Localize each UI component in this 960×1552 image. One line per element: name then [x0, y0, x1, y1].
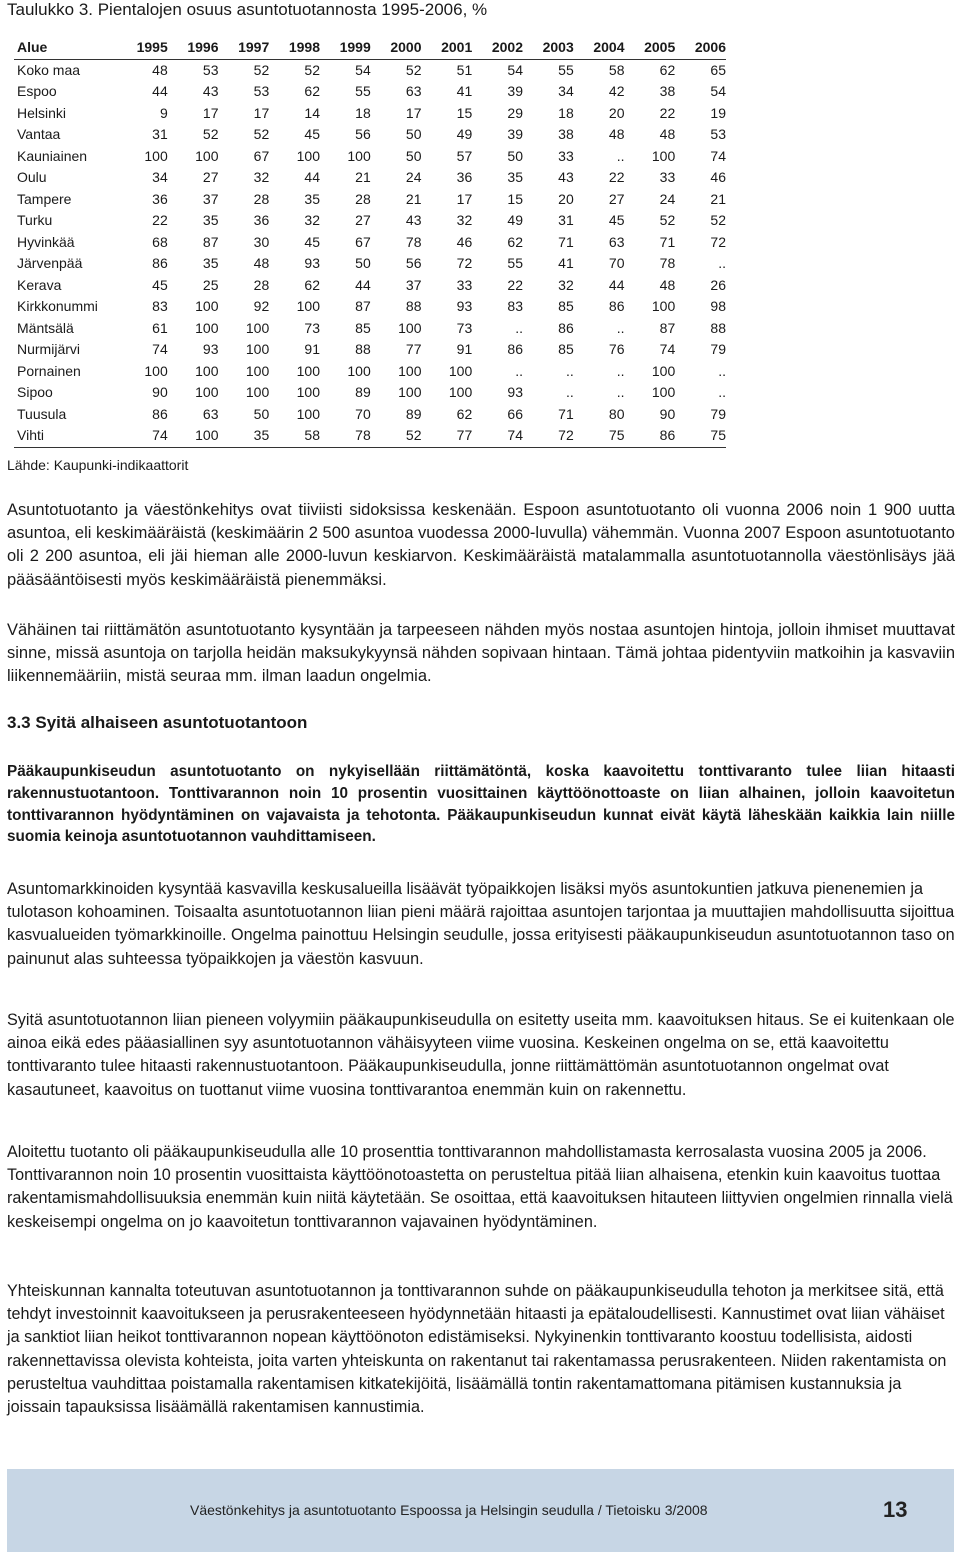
table-cell: 78 [659, 255, 676, 271]
table-row [14, 275, 726, 297]
table-cell: 72 [710, 233, 726, 250]
table-cell: 63 [405, 83, 422, 99]
table-cell: 80 [608, 405, 625, 422]
table-row [14, 103, 726, 125]
table-cell: 53 [253, 83, 270, 99]
table-cell: .. [515, 319, 523, 336]
table-cell: 55 [558, 61, 574, 78]
header-year: 1998 [269, 37, 320, 59]
table-cell: 31 [558, 212, 574, 228]
table-cell: 100 [448, 362, 473, 379]
paragraph-text: Aloitettu tuotanto oli pääkaupunkiseudulla alle 10 prosenttia tonttivarannon mahdollistamasta kerrosalasta vuosina 2005 ja 2006. Tonttivarannon noin 10 prosentin vuosittaista käyttöönotoastetta on perusteltua pitää liian alhaisena, etenkin kuin kaavoitus tuottaa rakentamismahdollisuuksia enemmän kuin niitä käytetään. Se osoittaa, että kaavoituksen hitauteen liittyvien ongelmien rinnalla vielä keskeisempi ongelma on jo kaavoitetun tonttivarannon vajavainen hyödyntäminen. [7, 1143, 953, 1231]
table-cell: 62 [304, 276, 320, 293]
table-cell: 87 [202, 233, 219, 250]
row-area: Turku [17, 212, 53, 228]
table-cell: 100 [448, 384, 473, 400]
table-cell: 100 [296, 362, 320, 379]
paragraph-text: Asuntomarkkinoiden kysyntää kasvavilla keskusalueilla lisäävät työpaikkojen lisäksi myös asuntokuntien jatkuva pienenemien ja tulotason kohoaminen. Toisaalta asuntotuotannon liian pieni määrä rajoittaa asuntojen tarjontaa ja muuttajien mahdollisuutta sijoittua kasvualueiden työmarkkinoille. Ongelma painottuu Helsingin seudulle, jossa erityisesti pääkaupunkiseudun asuntotuotannon taso on painunut alas suhteessa työpaikkojen ja väestön kasvuun. [7, 880, 955, 968]
table-cell: 33 [456, 276, 473, 293]
table-cell: 41 [456, 83, 473, 99]
row-area: Tampere [17, 190, 72, 207]
table-cell: 66 [507, 405, 523, 422]
table-cell: 65 [710, 61, 726, 78]
table-row [14, 339, 726, 361]
table-cell: 100 [296, 298, 320, 314]
row-area: Espoo [17, 83, 57, 99]
table-row [14, 146, 726, 168]
table-cell: 35 [507, 169, 523, 185]
table-cell: 36 [253, 212, 270, 228]
table-cell: 22 [507, 276, 523, 293]
table-cell: 100 [398, 362, 422, 379]
table-cell: 62 [456, 405, 473, 422]
table-cell: 32 [304, 212, 320, 228]
table-cell: 49 [507, 212, 523, 228]
table-cell: 100 [651, 384, 676, 400]
table-cell: .. [616, 384, 625, 400]
table-cell: 32 [558, 276, 574, 293]
table-cell: 63 [202, 405, 219, 422]
row-area: Kirkkonummi [17, 298, 98, 314]
table-cell: 31 [152, 126, 168, 142]
bold-paragraph: Pääkaupunkiseudun asuntotuotanto on nykyisellään riittämätöntä, koska kaavoitettu tonttivaranto tulee liian hitaasti rakennustuotantoon. Tonttivarannon noin 10 prosentin vuosittainen käyttöönottoaste on liian alhainen, jolloin kaavoitetun tonttivarannon hyödyntäminen on vajavaista ja tehotonta. Pääkaupunkiseudun kunnat eivät käytä läheskään kaikkia lain niille suomia keinoja asuntotuotannon vauhdittamiseen. [7, 763, 955, 846]
header-year: 2006 [675, 37, 726, 59]
table-cell: 100 [195, 147, 219, 164]
row-area: Vihti [14, 425, 117, 447]
paragraph [7, 878, 955, 971]
table-cell: 22 [152, 212, 168, 228]
table-cell: 35 [304, 190, 320, 207]
row-area: Sipoo [17, 384, 53, 400]
table-cell: 93 [202, 341, 219, 357]
paragraph [7, 1280, 955, 1419]
table-cell: 70 [355, 405, 371, 422]
table-cell: 86 [507, 341, 523, 357]
table-cell: 50 [253, 405, 270, 422]
table-row [14, 318, 726, 340]
table-cell: 100 [651, 362, 676, 379]
table-cell: 17 [405, 104, 422, 121]
table-cell: 30 [253, 233, 270, 250]
table-cell: 74 [472, 425, 523, 447]
table-cell: 34 [558, 83, 574, 99]
table-cell: 58 [608, 61, 625, 78]
table-cell: 74 [710, 147, 726, 164]
header-year: 2005 [625, 37, 676, 59]
header-year: 2003 [523, 37, 574, 59]
table-cell: 100 [144, 362, 168, 379]
row-area: Tuusula [17, 405, 67, 422]
table-cell: 33 [659, 169, 676, 185]
row-area: Kauniainen [17, 147, 88, 164]
table-body [14, 59, 726, 447]
table-cell: 21 [355, 169, 371, 185]
table-cell: 56 [405, 255, 422, 271]
table-cell: 28 [253, 276, 270, 293]
table-cell: 100 [347, 362, 371, 379]
table-cell: 74 [152, 341, 168, 357]
table-cell: 56 [355, 126, 371, 142]
table-cell: 86 [152, 255, 168, 271]
table-cell: .. [515, 362, 523, 379]
table-cell: 58 [269, 425, 320, 447]
row-area: Vantaa [17, 126, 61, 142]
paragraph-text: Yhteiskunnan kannalta toteutuvan asuntotuotannon ja tonttivarannon suhde on pääkaupunkiseudulla tehoton ja merkitsee sitä, että tehdyt investoinnit kaavoitukseen ja perusrakenteeseen hyödynnetään hitaasti ja epätaloudellisesti. Kannustimet ovat liian vähäiset ja sanktiot liian heikot tonttivarannon nopean käyttöönoton edistämiseksi. Nykyinenkin tonttivaranto koostuu todellisista, aidosti rakennettavissa olevista kohteista, joita varten yhteiskunta on rakentanut tai rakentamassa perusrakenteen. Niiden rakentamista on perusteltua vauhdittaa poistamalla rakentamisen kitkatekijöitä, lisäämällä tontin rakentamattomana pitämisen kustannuksia ja joissain tapauksissa lisäämällä rakentamisen kannustimia. [7, 1282, 947, 1417]
table-row [14, 425, 726, 447]
table-cell: 50 [507, 147, 523, 164]
table-row [14, 210, 726, 232]
table-cell: 83 [152, 298, 168, 314]
table-row [14, 124, 726, 146]
paragraph [7, 499, 955, 592]
table-cell: 33 [558, 147, 574, 164]
header-year: 2004 [574, 37, 625, 59]
table-cell: 42 [608, 83, 625, 99]
table-cell: 39 [507, 126, 523, 142]
table-cell: 62 [507, 233, 523, 250]
table-cell: 17 [456, 190, 473, 207]
paragraph [7, 1009, 955, 1102]
table-cell: 67 [355, 233, 371, 250]
table-cell: 36 [456, 169, 473, 185]
table-cell: 86 [608, 298, 625, 314]
table-cell: 100 [168, 425, 219, 447]
table-cell: 20 [558, 190, 574, 207]
table-cell: 43 [202, 83, 219, 99]
table-cell: 100 [195, 384, 219, 400]
row-area: Pornainen [17, 362, 81, 379]
table-cell: 28 [253, 190, 270, 207]
paragraph [7, 619, 955, 689]
table-cell: 100 [651, 298, 676, 314]
table-cell: 100 [651, 147, 676, 164]
table-cell: 78 [320, 425, 371, 447]
table-cell: 46 [456, 233, 473, 250]
table-cell: 100 [195, 362, 219, 379]
table-cell: 50 [405, 126, 422, 142]
table-cell: 68 [152, 233, 168, 250]
table-cell: 100 [245, 362, 270, 379]
table-cell: .. [616, 362, 625, 379]
table-cell: 74 [117, 425, 168, 447]
table-cell: 100 [144, 147, 168, 164]
table-cell: 79 [710, 341, 726, 357]
table-row [14, 59, 726, 81]
header-year: 1995 [117, 37, 168, 59]
row-area: Nurmijärvi [17, 341, 80, 357]
table-cell: 52 [253, 126, 270, 142]
table-cell: 83 [507, 298, 523, 314]
table-cell: 18 [558, 104, 574, 121]
header-year: 1996 [168, 37, 219, 59]
table-cell: 100 [245, 341, 270, 357]
table-cell: 48 [659, 126, 676, 142]
table-cell: 43 [405, 212, 422, 228]
table-cell: 22 [659, 104, 676, 121]
table-row [14, 382, 726, 404]
table-cell: 50 [405, 147, 422, 164]
table-cell: 91 [304, 341, 320, 357]
header-year: 2002 [472, 37, 523, 59]
table-cell: 53 [710, 126, 726, 142]
table-cell: 86 [152, 405, 168, 422]
table-cell: 45 [608, 212, 625, 228]
table-cell: 34 [152, 169, 168, 185]
table-cell: 86 [558, 319, 574, 336]
row-area: Järvenpää [17, 255, 83, 271]
table-caption: Taulukko 3. Pientalojen osuus asuntotuotannosta 1995-2006, % [7, 0, 488, 19]
table-cell: 57 [456, 147, 473, 164]
table-cell: 21 [405, 190, 422, 207]
table-cell: 90 [659, 405, 676, 422]
table-cell: 90 [152, 384, 168, 400]
table-cell: 18 [355, 104, 371, 121]
table-cell: 52 [371, 425, 422, 447]
table-cell: 89 [405, 405, 422, 422]
table-cell: .. [718, 362, 726, 379]
table-cell: 52 [253, 61, 270, 78]
table-cell: 71 [659, 233, 676, 250]
table-cell: 48 [659, 276, 676, 293]
table-cell: 67 [253, 147, 270, 164]
table-cell: 55 [507, 255, 523, 271]
table-cell: 21 [710, 190, 726, 207]
table-cell: 39 [507, 83, 523, 99]
table-cell: 14 [304, 104, 320, 121]
table-cell: 41 [558, 255, 574, 271]
table-cell: 32 [456, 212, 473, 228]
table-cell: 70 [608, 255, 625, 271]
table-cell: 71 [558, 233, 574, 250]
table-row [14, 404, 726, 426]
table-cell: 85 [558, 298, 574, 314]
table-cell: 93 [507, 384, 523, 400]
table-cell: 98 [710, 298, 726, 314]
header-year: 2001 [422, 37, 473, 59]
table-cell: 77 [405, 341, 422, 357]
table-cell: 9 [159, 104, 168, 121]
table-cell: 19 [710, 104, 726, 121]
table-cell: 28 [355, 190, 371, 207]
table-cell: 55 [355, 83, 371, 99]
table-cell: 100 [398, 319, 422, 336]
table-cell: 27 [608, 190, 625, 207]
table-cell: 35 [219, 425, 270, 447]
source-note: Lähde: Kaupunki-indikaattorit [7, 457, 189, 473]
table-cell: 32 [253, 169, 270, 185]
table-cell: 20 [608, 104, 625, 121]
table-cell: 100 [398, 384, 422, 400]
table-row [14, 167, 726, 189]
table-cell: 17 [202, 104, 219, 121]
table-cell: 37 [405, 276, 422, 293]
table-cell: 52 [710, 212, 726, 228]
table-cell: 87 [355, 298, 371, 314]
paragraph-text: Syitä asuntotuotannon liian pieneen volyymiin pääkaupunkiseudulla on esitetty useita mm. kaavoituksen hitaus. Se ei kuitenkaan ole ainoa eikä edes pääasiallinen syy asuntotuotannon vähäisyyteen viime vuosina. Keskeinen ongelma on se, että kaavoitettu tonttivaranto tulee hitaasti rakennustuotantoon. Pääkaupunkiseudulla, jonne riittämättömän asuntotuotannon ongelmat ovat kasautuneet, kaavoitus on tuottanut viime vuosina tonttivarantoa enemmän kuin on rakennettu. [7, 1011, 955, 1099]
table-cell: 52 [202, 126, 219, 142]
table-cell: 45 [304, 126, 320, 142]
row-area: Kerava [17, 276, 62, 293]
table-cell: 72 [523, 425, 574, 447]
table-cell: 91 [456, 341, 473, 357]
table-cell: 75 [574, 425, 625, 447]
table-cell: 100 [195, 298, 219, 314]
table-cell: 72 [456, 255, 473, 271]
header-year: 2000 [371, 37, 422, 59]
table-cell: 100 [195, 319, 219, 336]
table-cell: .. [565, 362, 574, 379]
table-cell: 86 [625, 425, 676, 447]
table-cell: 44 [304, 169, 320, 185]
table-row [14, 81, 726, 103]
section-heading: 3.3 Syitä alhaiseen asuntotuotantoon [7, 713, 308, 732]
table-cell: 85 [355, 319, 371, 336]
table-cell: 62 [304, 83, 320, 99]
table-cell: 44 [152, 83, 168, 99]
table-row [14, 253, 726, 275]
table-cell: 73 [456, 319, 473, 336]
table-cell: 100 [296, 384, 320, 400]
row-area: Mäntsälä [17, 319, 74, 336]
table-cell: 37 [202, 190, 219, 207]
table-cell: 75 [675, 425, 726, 447]
table-header-row [14, 37, 726, 59]
table-cell: 74 [659, 341, 676, 357]
row-area: Oulu [17, 169, 47, 185]
table-cell: 88 [710, 319, 726, 336]
footer-text: Väestönkehitys ja asuntotuotanto Espoossa ja Helsingin seudulla / Tietoisku 3/2008 [190, 1502, 708, 1518]
table-cell: 52 [304, 61, 320, 78]
table-cell: .. [718, 384, 726, 400]
table-cell: 73 [304, 319, 320, 336]
table-row [14, 296, 726, 318]
table-cell: 17 [253, 104, 270, 121]
table-cell: 92 [253, 298, 270, 314]
header-area: Alue [14, 37, 117, 59]
table-cell: 29 [507, 104, 523, 121]
table-cell: 35 [202, 255, 219, 271]
table-cell: 38 [558, 126, 574, 142]
table-cell: 53 [202, 61, 219, 78]
table-cell: 77 [422, 425, 473, 447]
table-cell: 87 [659, 319, 676, 336]
table-cell: 54 [355, 61, 371, 78]
table-cell: 78 [405, 233, 422, 250]
table-cell: 62 [659, 61, 676, 78]
row-area: Hyvinkää [17, 233, 75, 250]
paragraph [7, 1141, 955, 1234]
table-cell: 46 [710, 169, 726, 185]
table-cell: .. [616, 319, 625, 336]
row-area: Koko maa [17, 61, 81, 78]
table-cell: 48 [152, 61, 168, 78]
table-cell: 93 [304, 255, 320, 271]
table-cell: 45 [304, 233, 320, 250]
table-cell: 100 [245, 384, 270, 400]
table-cell: 100 [296, 147, 320, 164]
table-cell: 27 [355, 212, 371, 228]
table-cell: 15 [456, 104, 473, 121]
table-cell: 88 [405, 298, 422, 314]
table-cell: 44 [355, 276, 371, 293]
table-cell: 43 [558, 169, 574, 185]
table-cell: 48 [253, 255, 270, 271]
table-cell: 27 [202, 169, 219, 185]
table-cell: 22 [608, 169, 625, 185]
table-cell: .. [718, 255, 726, 271]
page-number: 13 [883, 1497, 908, 1522]
table-cell: 26 [710, 276, 726, 293]
table-cell: 54 [710, 83, 726, 99]
table-cell: 100 [245, 319, 270, 336]
table-cell: 48 [608, 126, 625, 142]
table-cell: 61 [152, 319, 168, 336]
table-cell: 79 [710, 405, 726, 422]
table-cell: 85 [558, 341, 574, 357]
table-cell: 15 [507, 190, 523, 207]
table-cell: 38 [659, 83, 676, 99]
table-cell: 25 [202, 276, 219, 293]
table-cell: 93 [456, 298, 473, 314]
table-cell: 45 [152, 276, 168, 293]
table-cell: 49 [456, 126, 473, 142]
table-row [14, 361, 726, 383]
table-cell: 50 [355, 255, 371, 271]
table-cell: 52 [405, 61, 422, 78]
paragraph-text: Vähäinen tai riittämätön asuntotuotanto kysyntään ja tarpeeseen nähden myös nostaa asuntojen hintoja, jolloin ihmiset muuttavat sinne, missä asuntoja on tarjolla heidän maksukykyynsä nähden sopivaan hintaan. Tämä johtaa pidentyviin matkoihin ja kasvaviin liikennemääriin, mistä seuraa mm. ilman laadun ongelmia. [7, 621, 955, 686]
table-cell: .. [616, 147, 625, 164]
data-table [14, 37, 726, 448]
table-cell: 89 [355, 384, 371, 400]
table-cell: 100 [296, 405, 320, 422]
table-row [14, 232, 726, 254]
paragraph-text: Asuntotuotanto ja väestönkehitys ovat tiiviisti sidoksissa keskenään. Espoon asuntotuotanto oli vuonna 2006 noin 1 900 uutta asuntoa, eli keskimääräistä (keskimäärin 2 500 asuntoa vuodessa 2000-luvulla) vähemmän. Vuonna 2007 Espoon asuntotuotanto oli 2 200 asuntoa, eli jäi hieman alle 2000-luvun keskiarvon. Keskimääräistä matalammalla asuntotuotannolla väestönlisäys jää pääsääntöisesti myös keskimääräistä pienemmäksi. [7, 501, 955, 589]
table-cell: 44 [608, 276, 625, 293]
page-footer [7, 1469, 954, 1552]
table-cell: 52 [659, 212, 676, 228]
table-cell: 88 [355, 341, 371, 357]
table-row [14, 189, 726, 211]
table-cell: 36 [152, 190, 168, 207]
table-cell: 76 [608, 341, 625, 357]
table-cell: 24 [405, 169, 422, 185]
table-cell: 35 [202, 212, 219, 228]
header-year: 1997 [219, 37, 270, 59]
table-cell: 100 [347, 147, 371, 164]
header-year: 1999 [320, 37, 371, 59]
table-cell: .. [565, 384, 574, 400]
table-cell: 54 [507, 61, 523, 78]
table-cell: 24 [659, 190, 676, 207]
table-cell: 51 [456, 61, 473, 78]
table-cell: 63 [608, 233, 625, 250]
row-area: Helsinki [17, 104, 67, 121]
table-cell: 71 [558, 405, 574, 422]
